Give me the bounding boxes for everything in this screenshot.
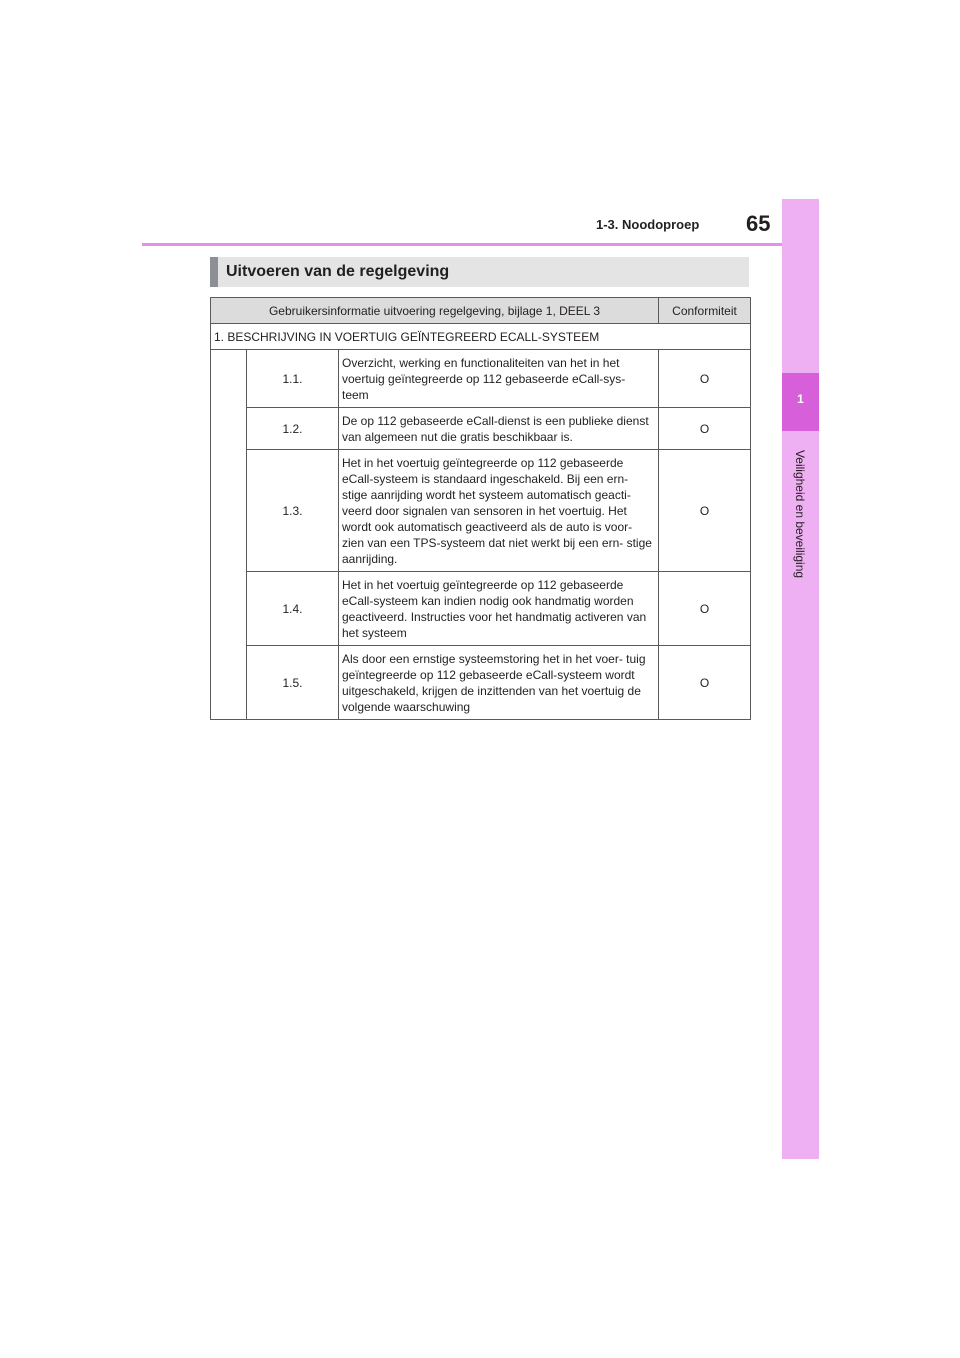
- chapter-label: Veiligheid en beveiliging: [793, 449, 807, 579]
- row-number: 1.4.: [247, 572, 339, 646]
- header-divider: [142, 243, 782, 246]
- row-number: 1.2.: [247, 408, 339, 450]
- page-number: 65: [746, 211, 771, 236]
- regulation-table: [210, 297, 751, 720]
- row-description: Als door een ernstige systeemstoring het in het voer- tuig geïntegreerde op 112 gebaseerde eCall-systeem wordt uitgeschakeld, krijgen de inzittenden van het voertuig de volgende waarschuwing: [339, 646, 659, 720]
- table-row: [211, 646, 751, 720]
- column-header-info: Gebruikersinformatie uitvoering regelgeving, bijlage 1, DEEL 3: [211, 298, 659, 324]
- row-number: 1.1.: [247, 350, 339, 408]
- indent-cell: [211, 350, 247, 720]
- row-number: 1.3.: [247, 450, 339, 572]
- section-row-label: 1. BESCHRIJVING IN VOERTUIG GEÏNTEGREERD ECALL-SYSTEEM: [211, 324, 751, 350]
- section-title: Uitvoeren van de regelgeving: [210, 257, 749, 287]
- row-description: Overzicht, werking en functionaliteiten van het in het voertuig geïntegreerde op 112 gebaseerde eCall-sys- teem: [339, 350, 659, 408]
- row-conformity: O: [659, 350, 751, 408]
- table-row: [211, 408, 751, 450]
- row-conformity: O: [659, 450, 751, 572]
- row-number: 1.5.: [247, 646, 339, 720]
- row-description: Het in het voertuig geïntegreerde op 112 gebaseerde eCall-systeem is standaard ingeschakeld. Bij een ern- stige aanrijding wordt het systeem automatisch geacti- veerd door signalen van sensoren in het voertuig. Het wordt ook automatisch geactiveerd als de auto is voor- zien van een TPS-systeem dat niet werkt bij een ern- stige aanrijding.: [339, 450, 659, 572]
- row-conformity: O: [659, 572, 751, 646]
- table-row: [211, 572, 751, 646]
- running-header-section: 1-3. Noodoproep: [596, 217, 700, 232]
- table-row: [211, 450, 751, 572]
- row-description: De op 112 gebaseerde eCall-dienst is een publieke dienst van algemeen nut die gratis beschikbaar is.: [339, 408, 659, 450]
- row-conformity: O: [659, 408, 751, 450]
- row-conformity: O: [659, 646, 751, 720]
- table-header-row: [211, 298, 751, 324]
- table-section-row: [211, 324, 751, 350]
- table-row: [211, 350, 751, 408]
- column-header-conformity: Conformiteit: [659, 298, 751, 324]
- row-description: Het in het voertuig geïntegreerde op 112 gebaseerde eCall-systeem kan indien nodig ook handmatig worden geactiveerd. Instructies voor het handmatig activeren van het systeem: [339, 572, 659, 646]
- chapter-side-tab: [782, 199, 819, 1159]
- chapter-number: 1: [797, 392, 804, 406]
